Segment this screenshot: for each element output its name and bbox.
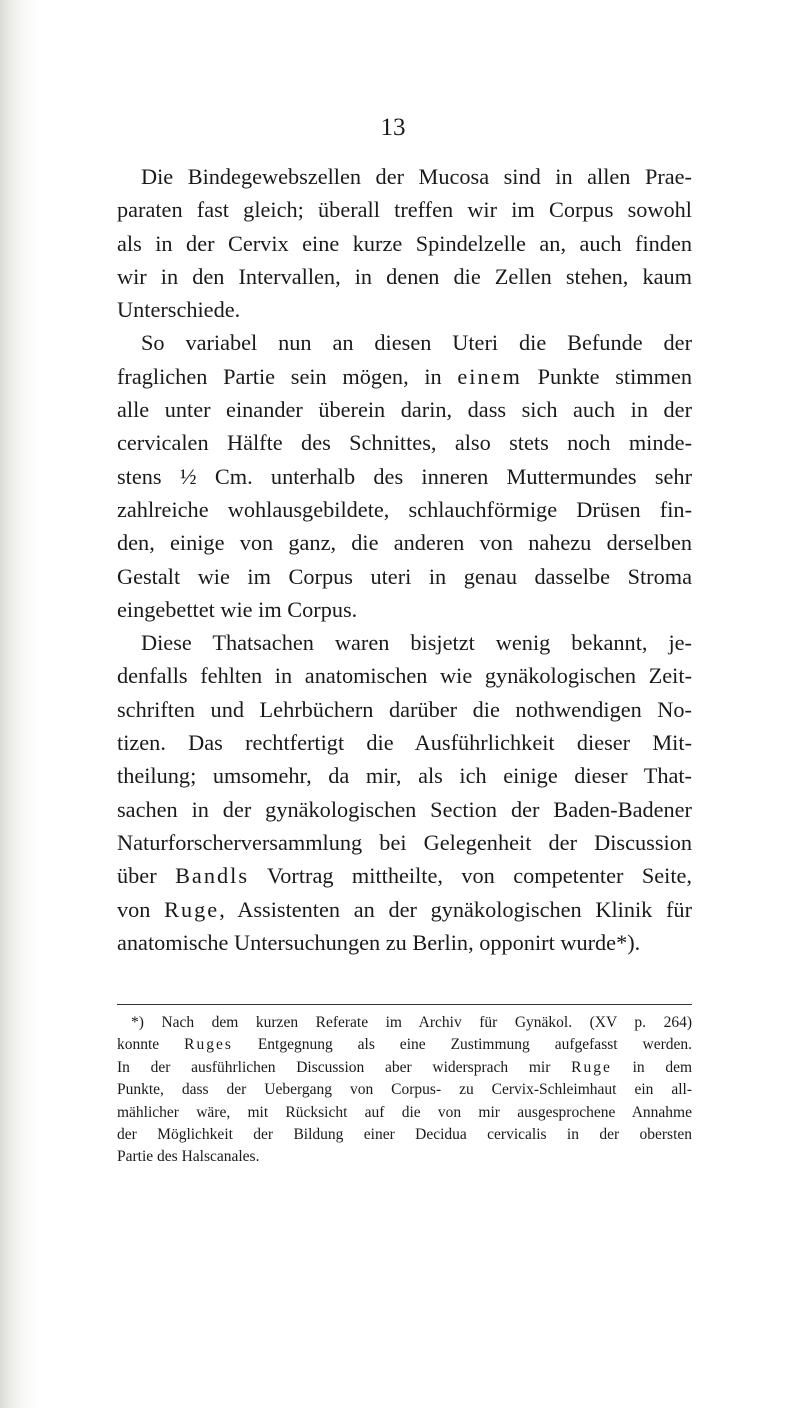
- footnote: [117, 1012, 692, 1169]
- text-line: stens ½ Cm. unterhalb des inneren Muttermundes sehr: [117, 463, 692, 489]
- text-line: Gestalt wie im Corpus uteri in genau dasselbe Stroma: [117, 563, 692, 589]
- footnote-line: mählicher wäre, mit Rücksicht auf die von mir ausgesprochene Annahme: [117, 1103, 692, 1121]
- body-text: [117, 160, 692, 959]
- text-line: anatomische Untersuchungen zu Berlin, opponirt wurde*).: [117, 929, 641, 955]
- footnote-line: Partie des Halscanales.: [117, 1148, 260, 1166]
- text-line: Diese Thatsachen waren bisjetzt wenig bekannt, je-: [141, 630, 692, 656]
- footnote-line: Punkte, dass der Uebergang von Corpus- zu Cervix-Schleimhaut ein all-: [117, 1081, 692, 1099]
- text-line: sachen in der gynäkologischen Section der Baden-Badener: [117, 796, 692, 822]
- text-fragment: fraglichen Partie sein mögen, in: [117, 363, 442, 389]
- footnote-line: [117, 1057, 692, 1079]
- text-line: wir in den Intervallen, in denen die Zellen stehen, kaum: [117, 263, 692, 289]
- text-line: den, einige von ganz, die anderen von nahezu derselben: [117, 530, 692, 556]
- text-line: schriften und Lehrbüchern darüber die nothwendigen No-: [117, 696, 692, 722]
- text-fragment: Punkte stimmen: [537, 363, 693, 389]
- author-name: Ruge: [571, 1058, 612, 1076]
- emphasized-word: einem: [457, 363, 522, 389]
- text-fragment: , Assistenten an der gynäkologischen Klinik für: [219, 896, 693, 922]
- text-fragment: Vortrag mittheilte, von competenter Seite,: [267, 863, 693, 889]
- text-line: als in der Cervix eine kurze Spindelzelle an, auch finden: [117, 230, 692, 256]
- text-fragment: in dem: [632, 1058, 693, 1076]
- text-line: denfalls fehlten in anatomischen wie gynäkologischen Zeit-: [117, 663, 692, 689]
- footnote-line: der Möglichkeit der Bildung einer Decidua cervicalis in der obersten: [117, 1125, 692, 1143]
- text-line: So variabel nun an diesen Uteri die Befunde der: [141, 330, 692, 356]
- footnote-divider: [117, 1004, 692, 1005]
- text-line: [117, 893, 692, 926]
- text-line: zahlreiche wohlausgebildete, schlauchförmige Drüsen fin-: [117, 496, 692, 522]
- author-name: Ruge: [164, 896, 220, 922]
- footnote-line: [117, 1034, 692, 1056]
- text-line: Naturforscherversammlung bei Gelegenheit der Discussion: [117, 829, 692, 855]
- text-line: [117, 859, 692, 892]
- text-line: Die Bindegewebszellen der Mucosa sind in allen Prae-: [141, 164, 692, 189]
- text-fragment: Entgegnung als eine Zustimmung aufgefasst werden.: [257, 1036, 692, 1054]
- text-line: theilung; umsomehr, da mir, als ich einige dieser That-: [117, 763, 692, 789]
- text-line: Unterschiede.: [117, 297, 241, 323]
- text-line: tizen. Das rechtfertigt die Ausführlichkeit dieser Mit-: [117, 730, 692, 756]
- text-line: alle unter einander überein darin, dass sich auch in der: [117, 397, 692, 423]
- text-line: cervicalen Hälfte des Schnittes, also stets noch minde-: [117, 430, 692, 456]
- text-line: eingebettet wie im Corpus.: [117, 596, 358, 622]
- author-name: Ruges: [184, 1036, 233, 1054]
- author-name: Bandls: [175, 863, 249, 889]
- footnote-line: *) Nach dem kurzen Referate im Archiv für Gynäkol. (XV p. 264): [131, 1014, 692, 1031]
- text-fragment: In der ausführlichen Discussion aber widersprach mir: [117, 1058, 551, 1076]
- text-fragment: konnte: [117, 1036, 160, 1054]
- text-line: paraten fast gleich; überall treffen wir im Corpus sowohl: [117, 197, 692, 223]
- text-fragment: von: [117, 896, 151, 922]
- text-fragment: über: [117, 863, 157, 889]
- page-number: 13: [380, 114, 406, 141]
- text-line: [117, 360, 692, 393]
